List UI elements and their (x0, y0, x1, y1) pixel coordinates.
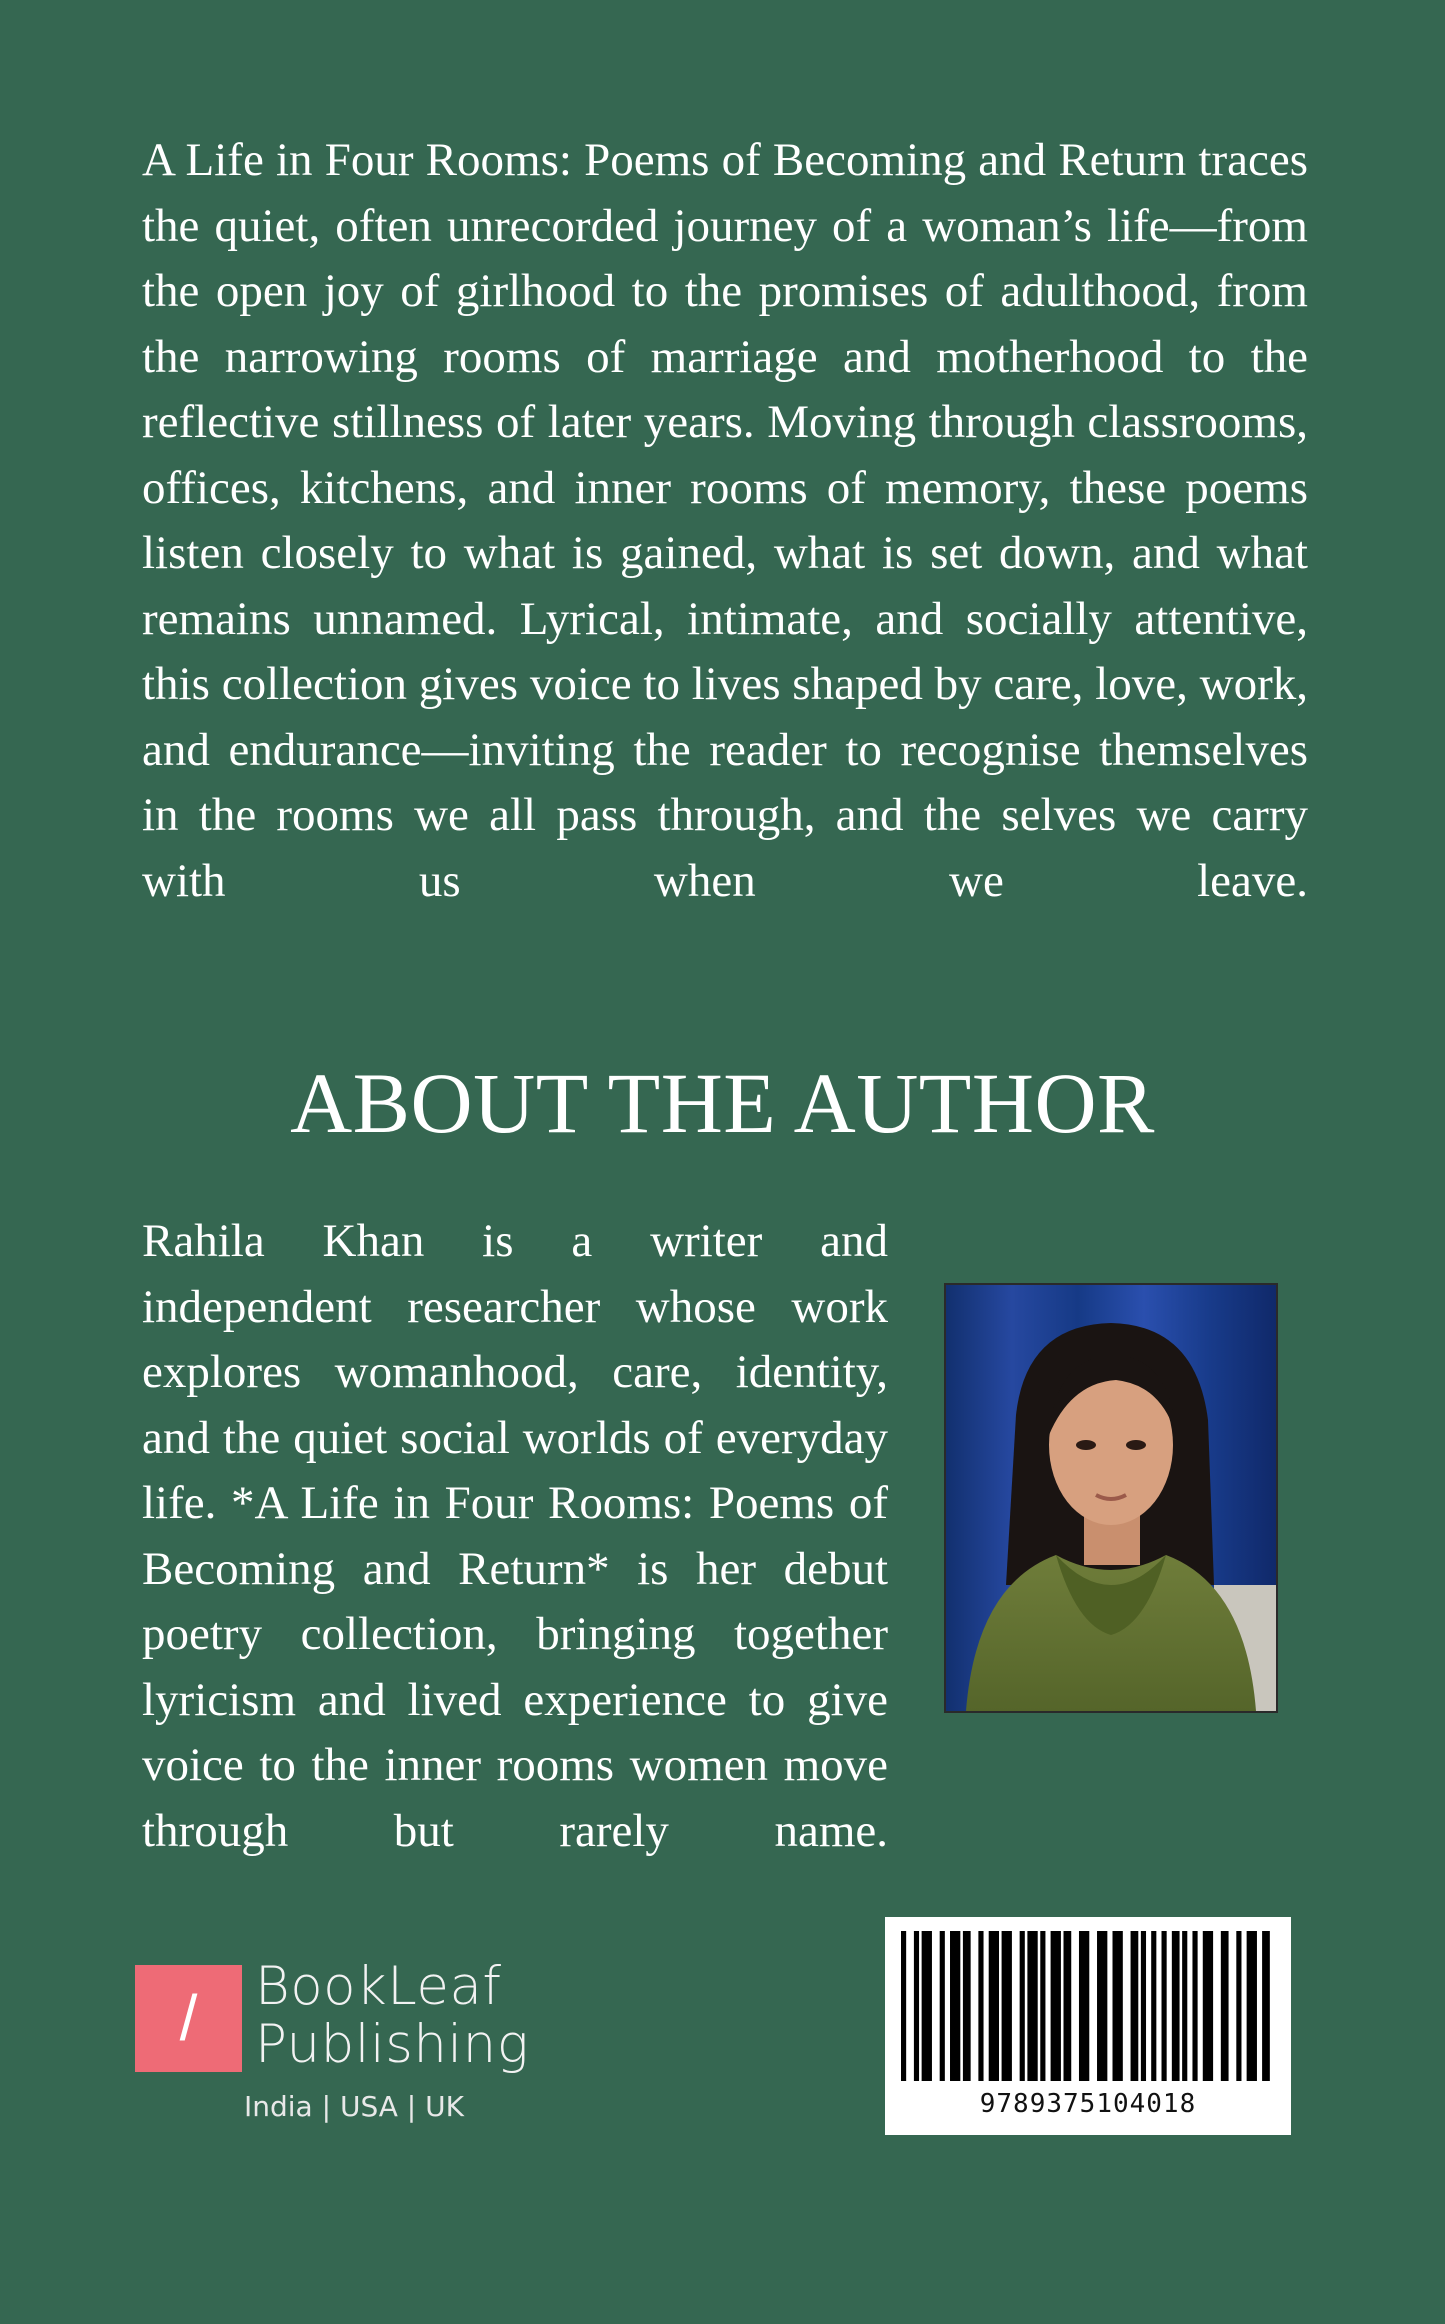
barcode-bars (901, 1931, 1275, 2081)
barcode-bar (1097, 1931, 1107, 2081)
barcode-bar (1192, 1931, 1197, 2081)
barcode-bar (1141, 1931, 1146, 2081)
barcode-bar (1151, 1931, 1156, 2081)
publisher-slash-glyph: / (179, 1982, 198, 2054)
barcode-bar (901, 1931, 906, 2081)
barcode-bar (1079, 1931, 1089, 2081)
barcode-bar (1236, 1931, 1241, 2081)
barcode-bar (1172, 1931, 1180, 2081)
barcode-bar (1182, 1931, 1187, 2081)
barcode-bar (1040, 1931, 1045, 2081)
about-author-heading: ABOUT THE AUTHOR (290, 1055, 1155, 1151)
book-description: A Life in Four Rooms: Poems of Becoming and Return traces the quiet, often unrecorded journey of a woman’s life—from the open joy of girlhood to the promises of adulthood, from the narrowing rooms of marriage and motherhood to the reflective stillness of later years. Moving through classrooms, offices, kitchens, and inner rooms of memory, these poems listen closely to what is gained, what is set down, and what remains unnamed. Lyrical, intimate, and socially attentive, this collection gives voice to lives shaped by care, love, work, and endurance—inviting the reader to recognise themselves in the rooms we all pass through, and the selves we carry with us when we leave. (142, 134, 1308, 907)
barcode-bar (963, 1931, 971, 2081)
barcode-bar (978, 1931, 983, 2081)
publisher-name-line1: BookLeaf (255, 1956, 502, 2017)
barcode-bar (950, 1931, 960, 2081)
barcode-bar (1221, 1931, 1229, 2081)
barcode-bar (1113, 1931, 1123, 2081)
author-photo (944, 1283, 1278, 1713)
publisher-logo (135, 1956, 535, 2130)
barcode-bar (940, 1931, 945, 2081)
barcode-bar (1262, 1931, 1270, 2081)
barcode-bar (1162, 1931, 1167, 2081)
barcode-bar (1247, 1931, 1257, 2081)
isbn-number: 9789375104018 (979, 2089, 1197, 2119)
barcode-bar (1002, 1931, 1012, 2081)
publisher-name (255, 1958, 529, 2074)
barcode-bar (1131, 1931, 1139, 2081)
isbn-barcode (885, 1917, 1291, 2135)
barcode-bar (1064, 1931, 1072, 2081)
barcode-bar (1020, 1931, 1025, 2081)
barcode-bar (922, 1931, 932, 2081)
author-bio: Rahila Khan is a writer and independent researcher whose work explores womanhood, care, identity, and the quiet social worlds of everyday life. *A Life in Four Rooms: Poems of Becoming and Return* is her debut poetry collection, bringing together lyricism and lived experience to give voice to the inner rooms women move through but rarely name. (142, 1215, 888, 1857)
barcode-bar (989, 1931, 999, 2081)
publisher-regions: India | USA | UK (244, 2090, 464, 2123)
publisher-name-line2: Publishing (255, 2014, 530, 2075)
barcode-bar (914, 1931, 919, 2081)
barcode-bar (1027, 1931, 1037, 2081)
barcode-bar (1051, 1931, 1061, 2081)
barcode-bar (1203, 1931, 1213, 2081)
